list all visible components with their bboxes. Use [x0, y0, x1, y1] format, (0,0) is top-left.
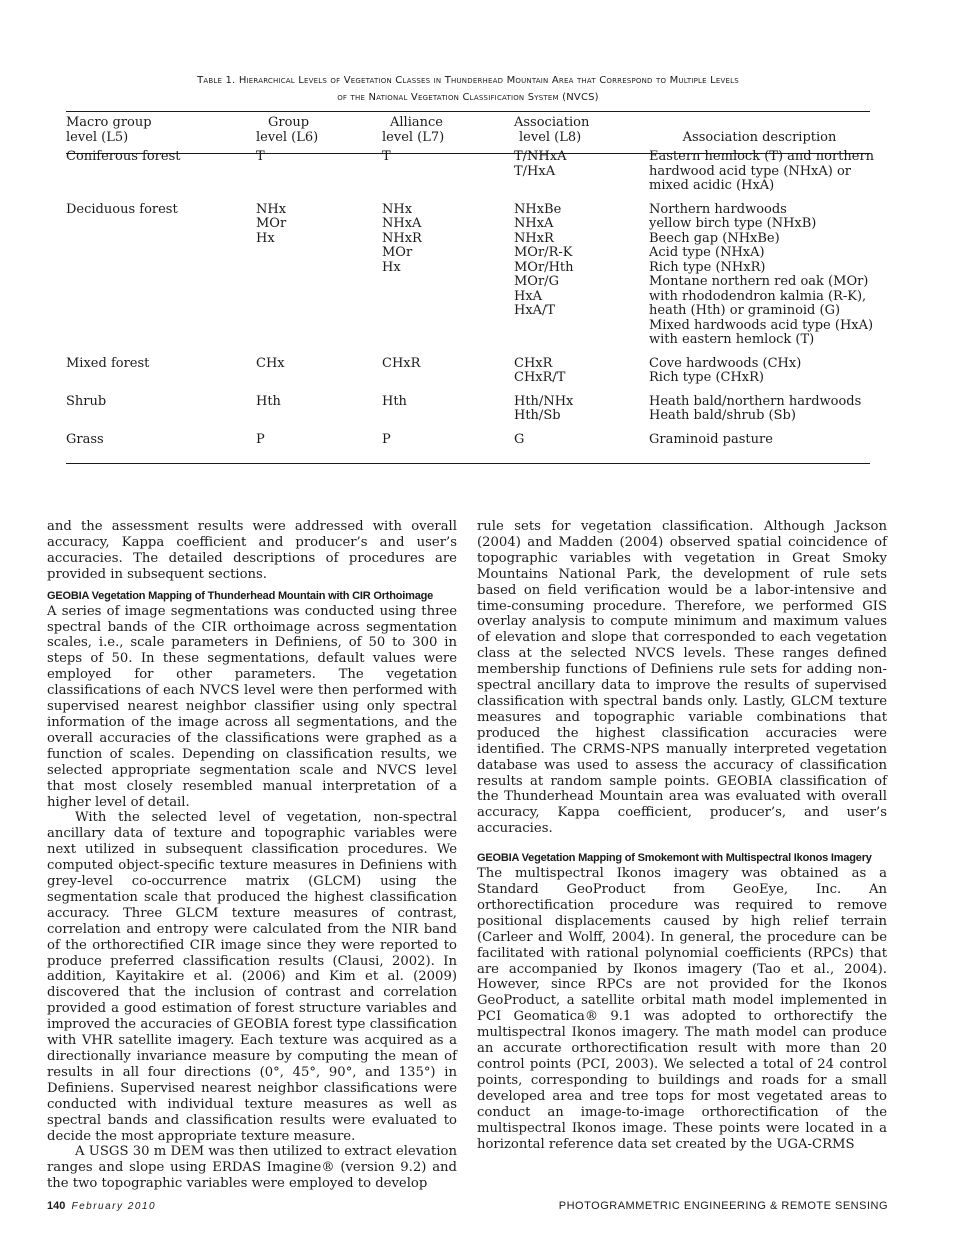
section-heading-thunderhead: GEOBIA Vegetation Mapping of Thunderhead Mountain with CIR Orthoimage: [47, 589, 434, 602]
table-cell-macro: [66, 433, 256, 457]
cell-line: Hth/Sb: [514, 408, 561, 423]
table-cell-description: [649, 149, 875, 203]
cell-line: G: [514, 431, 525, 447]
cell-line: MOr/G: [514, 274, 559, 289]
right-paragraph-1: rule sets for vegetation classification. Although Jackson (2004) and Madden (2004) observed spatial coincidence of topographic variables with vegetation in Great Smoky Mountains National Park, the development of rule sets based on field verification would be a labor-intensive and time-consuming procedure. Therefore, we performed GIS overlay analysis to compute minimum and maximum values of elevation and slope that corresponded to each vegetation class at the selected NVCS levels. These ranges defined membership functions of Definiens rule sets for adding non-spectral ancillary data to improve the results of supervised classification with spectral bands only. Lastly, GLCM texture measures and topographic variable combinations that produced the highest classification accuracies were identified. The CRMS-NPS manually interpreted vegetation database was used to assess the accuracy of classification results at random sample points. GEOBIA classification of the Thunderhead Mountain area was evaluated with overall accuracy, Kappa coefficient, producer’s, and user’s accuracies.: [477, 519, 887, 837]
cell-line: Hx: [382, 259, 401, 275]
cell-line: Mixed forest: [66, 355, 150, 371]
table-cell-description: [649, 357, 870, 395]
cell-line: NHx: [256, 201, 287, 217]
cell-line: MOr/Hth: [514, 259, 574, 275]
table-row: [66, 433, 870, 457]
cell-line: Mixed hardwoods acid type (HxA): [649, 317, 874, 333]
left-paragraph-3: With the selected level of vegetation, non-spectral ancillary data of texture and topographic variables were next utilized in subsequent classification procedures. We computed object-specific texture measures in Definiens with grey-level co-occurrence matrix (GLCM) using the segmentation scale that produced the highest classification accuracy. Three GLCM texture measures of contrast, correlation and entropy were calculated from the NIR band of the orthorectified CIR image since they were reported to produce preferred classification results (Clausi, 2002). In addition, Kayitakire et al. (2006) and Kim et al. (2009) discovered that the inclusion of contrast and correlation provided a good estimation of forest structure variables and improved the accuracies of GEOBIA forest type classification with VHR satellite imagery. Each texture was acquired as a directionally invariance measure by computing the mean of results in all four directions (0°, 45°, 90°, and 135°) in Definiens. Supervised nearest neighbor classifications were conducted with individual texture measures as well as spectral bands and classification results were evaluated to decide the most appropriate texture measure.: [47, 810, 457, 1144]
left-paragraph-1: and the assessment results were addressed with overall accuracy, Kappa coefficient and producer’s and user’s accuracies. The detailed descriptions of procedures are provided in subsequent sections.: [47, 519, 457, 582]
cell-line: with eastern hemlock (T): [649, 332, 815, 347]
cell-line: MOr/R-K: [514, 245, 573, 260]
journal-name: PHOTOGRAMMETRIC ENGINEERING & REMOTE SENSING: [558, 1200, 888, 1212]
right-column: [477, 519, 887, 1152]
section-heading-smokemont: GEOBIA Vegetation Mapping of Smokemont with Multispectral Ikonos Imagery: [477, 852, 872, 865]
table-cell-description: [649, 433, 870, 457]
cell-line: Hx: [256, 230, 275, 246]
right-paragraph-2: The multispectral Ikonos imagery was obtained as a Standard GeoProduct from GeoEye, Inc. An orthorectification procedure was required to remove positional displacements caused by high relief terrain (Carleer and Wolff, 2004). In general, the procedure can be facilitated with rational polynomial coefficients (RPCs) that are accompanied by Ikonos imagery (Tao et al., 2004). However, since RPCs are not provided for the Ikonos GeoProduct, a satellite orbital math model implemented in PCI Geomatica® 9.1 was adopted to orthorectify the multispectral Ikonos imagery. The math model can produce an accurate orthorectification result with more than 20 control points (PCI, 2003). We selected a total of 24 control points, corresponding to buildings and roads for a small developed area and tree tops for most vegetated areas to conduct an image-to-image orthorectification of the multispectral Ikonos image. These points were located in a horizontal reference data set created by the UGA-CRMS: [477, 866, 887, 1152]
table-row: [66, 357, 870, 395]
cell-line: Hth/NHx: [514, 393, 574, 409]
table-top-rule: [66, 111, 870, 112]
cell-line: Acid type (NHxA): [649, 245, 765, 260]
header-macro-group: Macro group level (L5): [66, 115, 152, 145]
table-row: [66, 395, 870, 433]
cell-line: Graminoid pasture: [649, 431, 773, 447]
table-cell-description: [649, 395, 870, 433]
cell-line: MOr: [256, 216, 287, 231]
cell-line: Eastern hemlock (T) and northern: [649, 149, 875, 164]
table-caption-line1: Table 1. Hierarchical Levels of Vegetation Classes in Thunderhead Mountain Area that Correspond to Multiple Levels: [197, 75, 739, 86]
cell-line: MOr: [382, 245, 413, 260]
header-association: Association level (L8): [514, 115, 590, 145]
table-caption-line2: of the National Vegetation Classification System (NVCS): [337, 92, 599, 103]
cell-line: hardwood acid type (NHxA) or: [649, 163, 852, 179]
cell-line: CHxR/T: [514, 370, 566, 385]
table-cell-group: [256, 357, 382, 395]
cell-line: T: [256, 149, 265, 164]
table-cell-association: [514, 433, 649, 457]
cell-line: Montane northern red oak (MOr): [649, 274, 869, 289]
table-cell-group: [256, 395, 382, 433]
table-body: [66, 149, 875, 456]
cell-line: Coniferous forest: [66, 149, 181, 164]
cell-line: mixed acidic (HxA): [649, 178, 775, 193]
cell-line: NHxBe: [514, 201, 562, 217]
table-cell-association: [514, 395, 649, 433]
table-cell-alliance: [382, 357, 514, 395]
cell-line: T: [382, 149, 391, 164]
left-paragraph-2: A series of image segmentations was conducted using three spectral bands of the CIR orthoimage across segmentation scales, i.e., scale parameters in Definiens, of 50 to 300 in steps of 50. In these segmentations, default values were employed for other parameters. The vegetation classifications of each NVCS level were then performed with supervised nearest neighbor classifier using only spectral information of the image across all segmentations, and the overall accuracies of the classifications were graphed as a function of scales. Depending on classification results, we selected appropriate segmentation scale and NVCS level that most closely resembled manual interpretation of a higher level of detail.: [47, 603, 457, 810]
cell-line: T/NHxA: [514, 149, 567, 164]
cell-line: Shrub: [66, 393, 107, 409]
cell-line: Deciduous forest: [66, 201, 178, 217]
table-cell-alliance: [382, 203, 514, 357]
table-cell-alliance: [382, 150, 514, 203]
cell-line: Beech gap (NHxBe): [649, 230, 780, 246]
table-cell-alliance: [382, 395, 514, 433]
cell-line: Hth: [256, 393, 281, 409]
cell-line: Northern hardwoods: [649, 201, 787, 217]
cell-line: yellow birch type (NHxB): [649, 216, 817, 231]
table-cell-association: [514, 203, 649, 357]
table-cell-macro: [66, 150, 256, 203]
header-alliance: Alliance level (L7): [382, 115, 445, 145]
cell-line: with rhododendron kalmia (R-K),: [649, 288, 867, 304]
cell-line: CHx: [256, 355, 285, 371]
cell-line: CHxR: [382, 355, 421, 371]
cell-line: heath (Hth) or graminoid (G): [649, 303, 841, 318]
cell-line: Heath bald/northern hardwoods: [649, 393, 862, 409]
cell-line: NHxA: [514, 216, 554, 231]
table-row: [66, 150, 870, 203]
issue-date: February 2010: [71, 1201, 157, 1212]
page-number: 140: [47, 1200, 66, 1212]
table-cell-group: [256, 203, 382, 357]
cell-line: CHxR: [514, 355, 553, 371]
cell-line: Hth: [382, 393, 407, 409]
table-header-row: [66, 116, 870, 150]
table-bottom-rule: [66, 463, 870, 464]
header-group: Group level (L6): [256, 115, 319, 145]
cell-line: NHxA: [382, 216, 422, 231]
table-cell-association: [514, 357, 649, 395]
left-column: [47, 519, 457, 1192]
table-cell-alliance: [382, 433, 514, 457]
table-cell-association: [514, 150, 649, 203]
cell-line: Rich type (CHxR): [649, 370, 764, 385]
table-cell-group: [256, 150, 382, 203]
cell-line: HxA: [514, 288, 543, 304]
vegetation-table: [66, 115, 875, 456]
cell-line: Cove hardwoods (CHx): [649, 355, 802, 371]
cell-line: P: [256, 431, 265, 447]
table-cell-macro: [66, 395, 256, 433]
table-row: [66, 203, 870, 357]
page-footer-left: [47, 1200, 156, 1212]
left-paragraph-4: A USGS 30 m DEM was then utilized to extract elevation ranges and slope using ERDAS Imagine® (version 9.2) and the two topographic variables were employed to develop: [47, 1144, 457, 1192]
cell-line: NHxR: [382, 230, 422, 246]
table-caption: [66, 72, 870, 106]
table-cell-description: [649, 201, 874, 357]
cell-line: Heath bald/shrub (Sb): [649, 408, 796, 423]
cell-line: T/HxA: [514, 163, 556, 179]
cell-line: Grass: [66, 431, 104, 447]
cell-line: HxA/T: [514, 303, 556, 318]
table-cell-macro: [66, 203, 256, 357]
cell-line: P: [382, 431, 391, 447]
cell-line: NHx: [382, 201, 413, 217]
table-cell-macro: [66, 357, 256, 395]
header-association-description: Association description: [682, 129, 837, 145]
cell-line: Rich type (NHxR): [649, 259, 766, 275]
table-cell-group: [256, 433, 382, 457]
cell-line: NHxR: [514, 230, 554, 246]
